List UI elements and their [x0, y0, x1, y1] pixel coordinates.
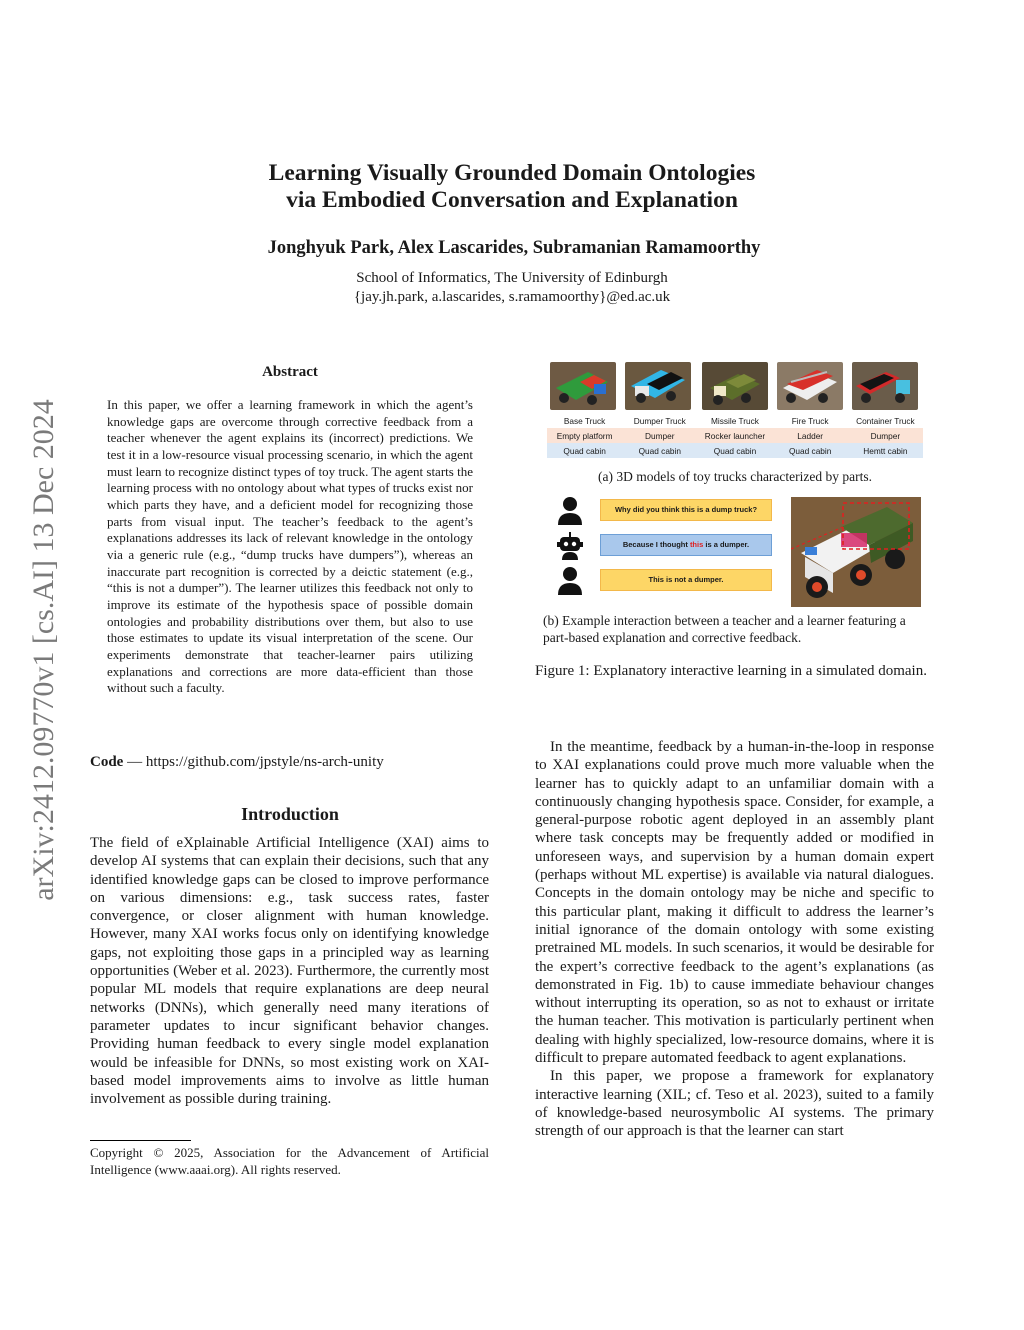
right-column-text	[535, 738, 934, 1141]
truck-cabin: Quad cabin	[547, 443, 622, 458]
arxiv-id: arXiv:2412.09770v1 [cs.AI] 13 Dec 2024	[27, 399, 60, 901]
authors: Jonghyuk Park, Alex Lascarides, Subramanian Ramamoorthy	[267, 238, 761, 258]
truck-image-container	[852, 362, 918, 410]
caption-b: (b) Example interaction between a teacher and a learner featuring a part-based explanation and corrective feedback.	[543, 613, 906, 645]
arxiv-stamp	[0, 0, 70, 1325]
emails: {jay.jh.park, a.lascarides, s.ramamoorthy}@ed.ac.uk	[353, 289, 671, 305]
explanation-highlight: this	[689, 540, 704, 549]
introduction-text: The field of eXplainable Artificial Intelligence (XAI) aims to develop AI systems that can explain their decisions, such that any identified knowledge gaps can be closed to improve performance on various dimensions: e.g., task success rates, faster convergence, or closer alignment with human knowledge. However, many XAI works focus only on identifying knowledge gaps, not exploiting those gaps in a principled way as learning opportunities (Weber et al. 2023). Furthermore, the currently most popular ML models that require explanations are deep neural networks (DNNs), which generally need many iterations of parameter updates to incur significant behavior changes. Providing human feedback to every single model explanation would be infeasible for DNNs, so most existing work on XAI-based model improvements aims to involve as little human involvement as possible during training.	[90, 835, 489, 1108]
copyright-notice: Copyright © 2025, Association for the Advancement of Artificial Intelligence (www.aaai.org). All rights reserved.	[90, 1145, 489, 1177]
affiliation: School of Informatics, The University of Edinburgh	[356, 270, 668, 286]
truck-cabin: Quad cabin	[697, 443, 772, 458]
truck-image-base	[550, 362, 616, 410]
truck-cabin: Quad cabin	[773, 443, 848, 458]
learner-explanation-bubble	[600, 534, 772, 556]
truck-name: Base Truck	[547, 413, 622, 428]
truck-part: Rocker launcher	[697, 428, 772, 443]
truck-part: Dumper	[848, 428, 923, 443]
truck-part: Empty platform	[547, 428, 622, 443]
truck-name: Missile Truck	[697, 413, 772, 428]
paragraph: In the meantime, feedback by a human-in-the-loop in response to XAI explanations could prove much more valuable when the learner has to quickly adapt to an unfamiliar domain with a continuously changing hypothesis space. Consider, for example, a general-purpose robotic agent deployed in an assembly plant where task concepts may be frequently added or modified in unforeseen ways, and supervision by a human domain expert (perhaps without ML expertise) is available via natural dialogues. Concepts in the domain ontology may be niche and specific to this particular plant, making it difficult to address the learner’s initial ignorance of the domain ontology with some existing pretrained ML models. In such scenarios, it would be desirable for the expert’s corrective feedback to the agent’s explanations (as demonstrated in Fig. 1b) to cause immediate behaviour changes without interrupting its operation, so as not to exhaust or irritate the human teacher. This motivation is particularly pertinent when dealing with highly specialized, low-resource domains, where it is difficult to prepare automated feedback to agent explanations.	[535, 739, 934, 1067]
abstract-text: In this paper, we offer a learning framework in which the agent’s knowledge gaps are overcome through corrective feedback from a teacher whenever the agent explains its (incorrect) predictions. We test it in a low-resource visual processing scenario, in which the agent must learn to recognize distinct types of toy truck. The agent starts the learning process with no ontology about what types of trucks exist nor which parts they have, and a deficient model for recognizing those parts from visual input. The teacher’s feedback to the agent’s explanations addresses its lack of relevant knowledge in the ontology via a generic rule (e.g., “dump trucks have dumpers”), whereas an inaccurate part recognition is corrected by a deictic statement (e.g., “this is not a dumper”). The learner utilizes this feedback not only to improve its estimate of the hypothesis space of possible domain ontologies and probability distributions over them, but also to use those estimates to update its visual interpretation of the scene. Our experiments demonstrate that teacher-learner pairs utilizing explanations and corrections are more data-efficient than those without such a faculty.	[107, 397, 473, 696]
teacher-correction-bubble: This is not a dumper.	[600, 569, 772, 591]
code-link[interactable]: https://github.com/jpstyle/ns-arch-unity	[145, 754, 384, 770]
teacher-person-icon	[556, 566, 584, 596]
truck-name-row	[547, 413, 923, 428]
truck-name: Fire Truck	[773, 413, 848, 428]
truck-part2-row	[547, 443, 923, 458]
truck-image-missile	[702, 362, 768, 410]
caption-a: (a) 3D models of toy trucks characterized by parts.	[597, 469, 873, 484]
truck-part: Ladder	[773, 428, 848, 443]
robot-icon	[556, 531, 584, 561]
explanation-pre: Because I thought	[622, 540, 690, 549]
truck-name: Container Truck	[848, 413, 923, 428]
truck-name: Dumper Truck	[622, 413, 697, 428]
paper-title	[212, 160, 812, 214]
truck-cabin: Quad cabin	[622, 443, 697, 458]
code-sep: —	[123, 754, 146, 770]
code-line	[90, 754, 490, 771]
paragraph: In this paper, we propose a framework for explanatory interactive learning (XIL; cf. Teso et al. 2023), suited to a family of knowledge-based neurosymbolic AI systems. The primary strength of our approach is that the learner can start	[535, 1068, 934, 1140]
scene-image	[791, 497, 921, 607]
truck-image-dumper	[625, 362, 691, 410]
truck-image-fire	[777, 362, 843, 410]
truck-part: Dumper	[622, 428, 697, 443]
title-line-2: via Embodied Conversation and Explanation	[286, 187, 738, 213]
abstract-heading: Abstract	[262, 364, 318, 380]
teacher-question-bubble: Why did you think this is a dump truck?	[600, 499, 772, 521]
code-label: Code	[90, 754, 124, 770]
title-line-1: Learning Visually Grounded Domain Ontologies	[268, 160, 756, 186]
figure-caption: Figure 1: Explanatory interactive learning in a simulated domain.	[535, 663, 927, 679]
truck-cabin: Hemtt cabin	[848, 443, 923, 458]
truck-part1-row	[547, 428, 923, 443]
explanation-post: is a dumper.	[703, 540, 750, 549]
footnote-rule	[90, 1140, 191, 1141]
introduction-heading: Introduction	[241, 804, 339, 824]
teacher-person-icon	[556, 496, 584, 526]
affiliation-block	[212, 269, 812, 307]
truck-parts-table	[547, 413, 923, 458]
